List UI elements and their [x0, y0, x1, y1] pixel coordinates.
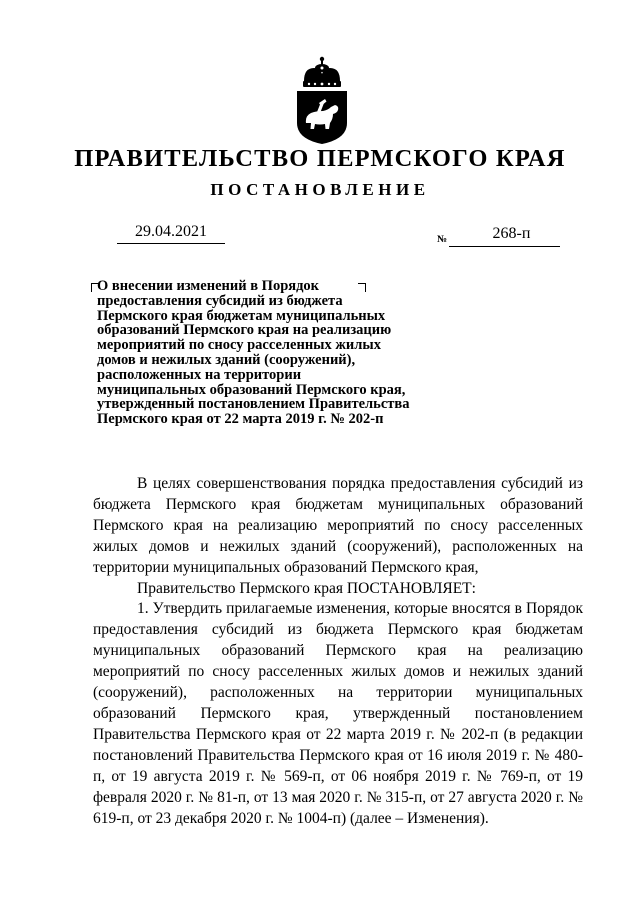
document-subject: [97, 279, 427, 427]
number-underline: [449, 246, 560, 247]
subject-line: муниципальных образований Пермского края,: [97, 381, 406, 398]
subject-line: Пермского края бюджетам муниципальных: [97, 307, 386, 324]
document-number: [437, 225, 560, 249]
subject-line: мероприятий по сносу расселенных жилых: [97, 337, 381, 354]
subject-line: О внесении изменений в Порядок: [97, 278, 320, 294]
subject-line: предоставления субсидий из бюджета: [97, 292, 343, 309]
document-date: [117, 223, 225, 244]
item-1-paragraph: 1. Утвердить прилагаемые изменения, которые вносятся в Порядок предоставления субсидий из бюджета Пермского края бюджетам муниципальных образований Пермского края на реализацию мероприятий по сносу расселенных жилых домов и нежилых зданий (сооружений), расположенных на территории муниципальных образований Пермского края, утвержденный постановлением Правительства Пермского края от 22 марта 2019 г. № 202-п (в редакции постановлений Правительства Пермского края от 16 июля 2019 г. № 480-п, от 19 августа 2019 г. № 569-п, от 06 ноября 2019 г. № 769-п, от 19 февраля 2020 г. № 81-п, от 13 мая 2020 г. № 315-п, от 27 августа 2020 г. № 619-п, от 23 декабря 2020 г. № 1004-п) (далее – Изменения).: [93, 600, 583, 827]
subject-line: домов и нежилых зданий (сооружений),: [97, 351, 356, 368]
subject-line: утвержденный постановлением Правительства: [97, 396, 410, 413]
subject-line: расположенных на территории: [97, 366, 302, 383]
number-sign: №: [437, 234, 448, 245]
date-underline: [117, 243, 225, 244]
coat-of-arms-icon: [290, 55, 354, 145]
document-body: [93, 474, 583, 829]
document-type-heading: ПОСТАНОВЛЕНИЕ: [210, 180, 430, 199]
document-number-value: 268-п: [492, 225, 531, 242]
subject-line: образований Пермского края на реализацию: [97, 322, 392, 339]
preamble-paragraph: В целях совершенствования порядка предоставления субсидий из бюджета Пермского края бюджетам муниципальных образований Пермского края на реализацию мероприятий по сносу расселенных жилых домов и нежилых зданий (сооружений), расположенных на территории муниципальных образований Пермского края,: [93, 475, 583, 576]
resolution-statement: Правительство Пермского края ПОСТАНОВЛЯЕТ:: [137, 579, 476, 597]
government-title: ПРАВИТЕЛЬСТВО ПЕРМСКОГО КРАЯ: [74, 145, 566, 172]
document-date-value: 29.04.2021: [135, 223, 207, 240]
subject-line: Пермского края от 22 марта 2019 г. № 202-п: [97, 411, 384, 428]
